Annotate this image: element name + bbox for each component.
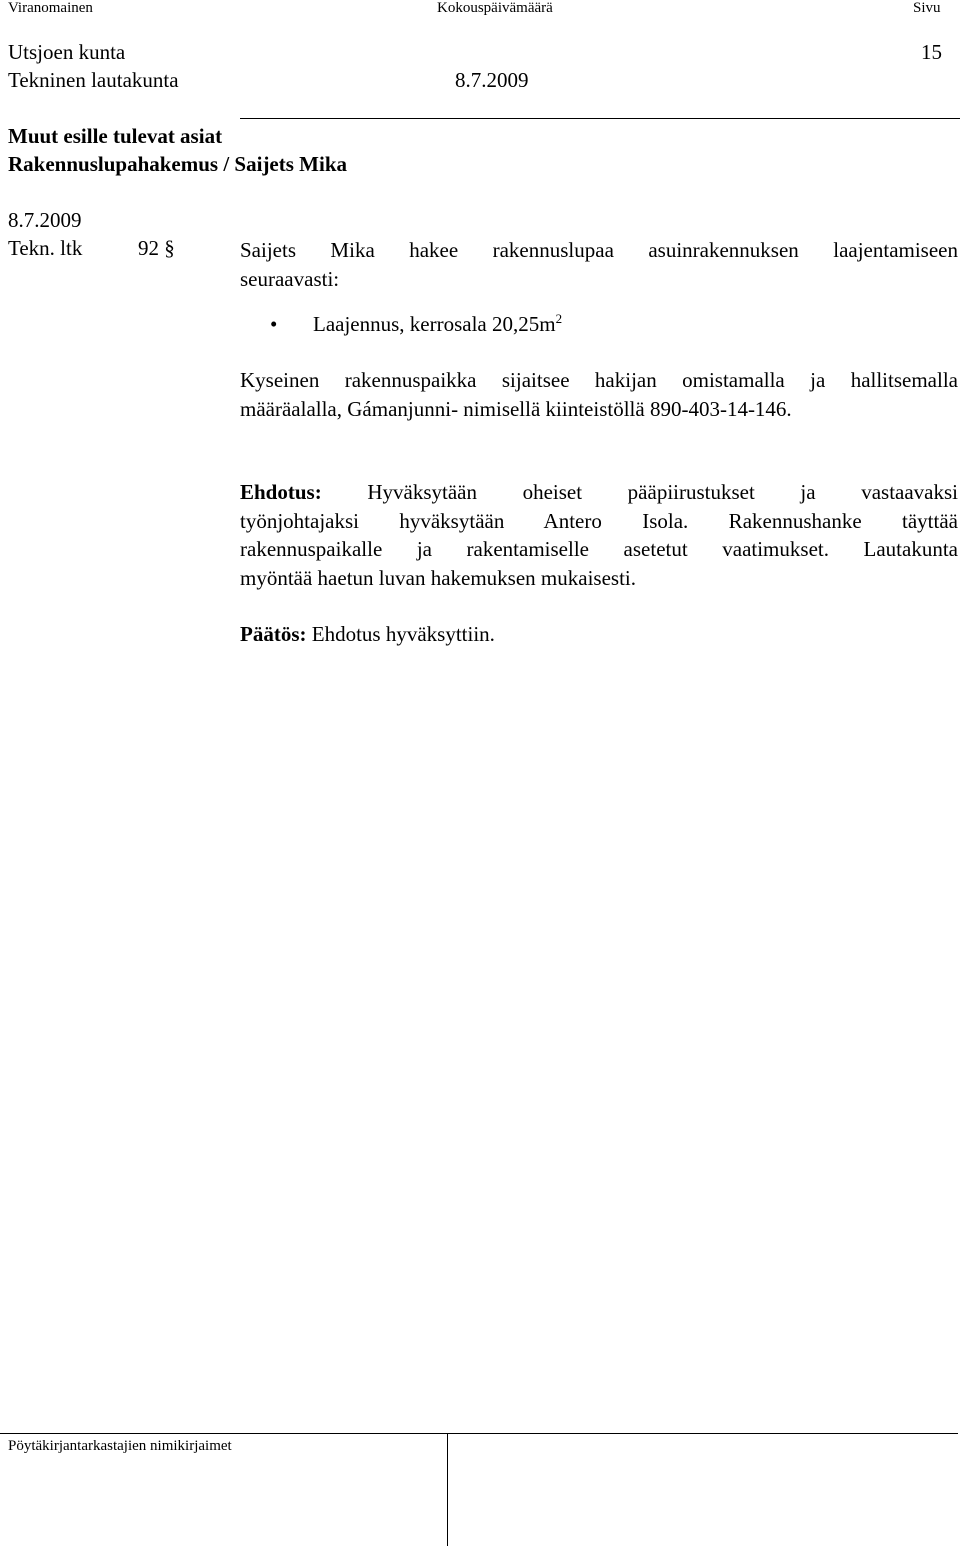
location-line-1: Kyseinen rakennuspaikka sijaitsee hakijan omistamalla ja hallitsemalla	[240, 368, 958, 392]
proposal-line-2: työnjohtajaksi hyväksytään Antero Isola. Rakennushanke täyttää	[240, 508, 958, 533]
header-page-label: Sivu	[913, 0, 941, 16]
decision-line	[240, 620, 958, 649]
signature-cell-left	[0, 1434, 448, 1546]
proposal-label: Ehdotus:	[240, 480, 322, 504]
page-number: 15	[921, 40, 942, 64]
board-name: Tekninen lautakunta	[8, 68, 179, 92]
location-line-2: määräalalla, Gámanjunni- nimisellä kiinteistöllä 890-403-14-146.	[240, 396, 792, 421]
margin-date: 8.7.2009	[8, 208, 82, 232]
intro-line-1: Saijets Mika hakee rakennuslupaa asuinrakennuksen laajentamiseen	[240, 238, 958, 262]
proposal-line-1: Ehdotus: Hyväksytään oheiset pääpiirustukset ja vastaavaksi	[240, 480, 958, 504]
meeting-date: 8.7.2009	[455, 68, 529, 92]
location-paragraph	[240, 366, 958, 423]
intro-line-2: seuraavasti:	[240, 266, 340, 291]
bullet-icon: •	[270, 312, 278, 336]
proposal-line-4: myöntää haetun luvan hakemuksen mukaisesti.	[240, 565, 636, 590]
bullet-superscript: 2	[555, 311, 563, 326]
decision-label: Päätös:	[240, 622, 307, 646]
section-heading: Muut esille tulevat asiat	[8, 124, 223, 148]
header-divider	[240, 118, 960, 119]
bullet-text: Laajennus, kerrosala 20,25m	[313, 312, 556, 336]
signatures-label: Pöytäkirjantarkastajien nimikirjaimet	[8, 1438, 232, 1454]
municipality-name: Utsjoen kunta	[8, 40, 126, 64]
signature-footer	[0, 1433, 958, 1546]
section-subheading: Rakennuslupahakemus / Saijets Mika	[8, 152, 348, 176]
header-authority-label: Viranomainen	[8, 0, 93, 16]
proposal-line-3: rakennuspaikalle ja rakentamiselle asetetut vaatimukset. Lautakunta	[240, 537, 958, 561]
margin-body: Tekn. ltk	[8, 236, 83, 260]
proposal-paragraph	[240, 478, 958, 592]
header-date-label: Kokouspäivämäärä	[437, 0, 553, 16]
paragraph-number: 92 §	[138, 236, 175, 260]
intro-paragraph	[240, 236, 958, 293]
signature-cell-right	[449, 1434, 958, 1546]
decision-text: Ehdotus hyväksyttiin.	[311, 622, 495, 646]
